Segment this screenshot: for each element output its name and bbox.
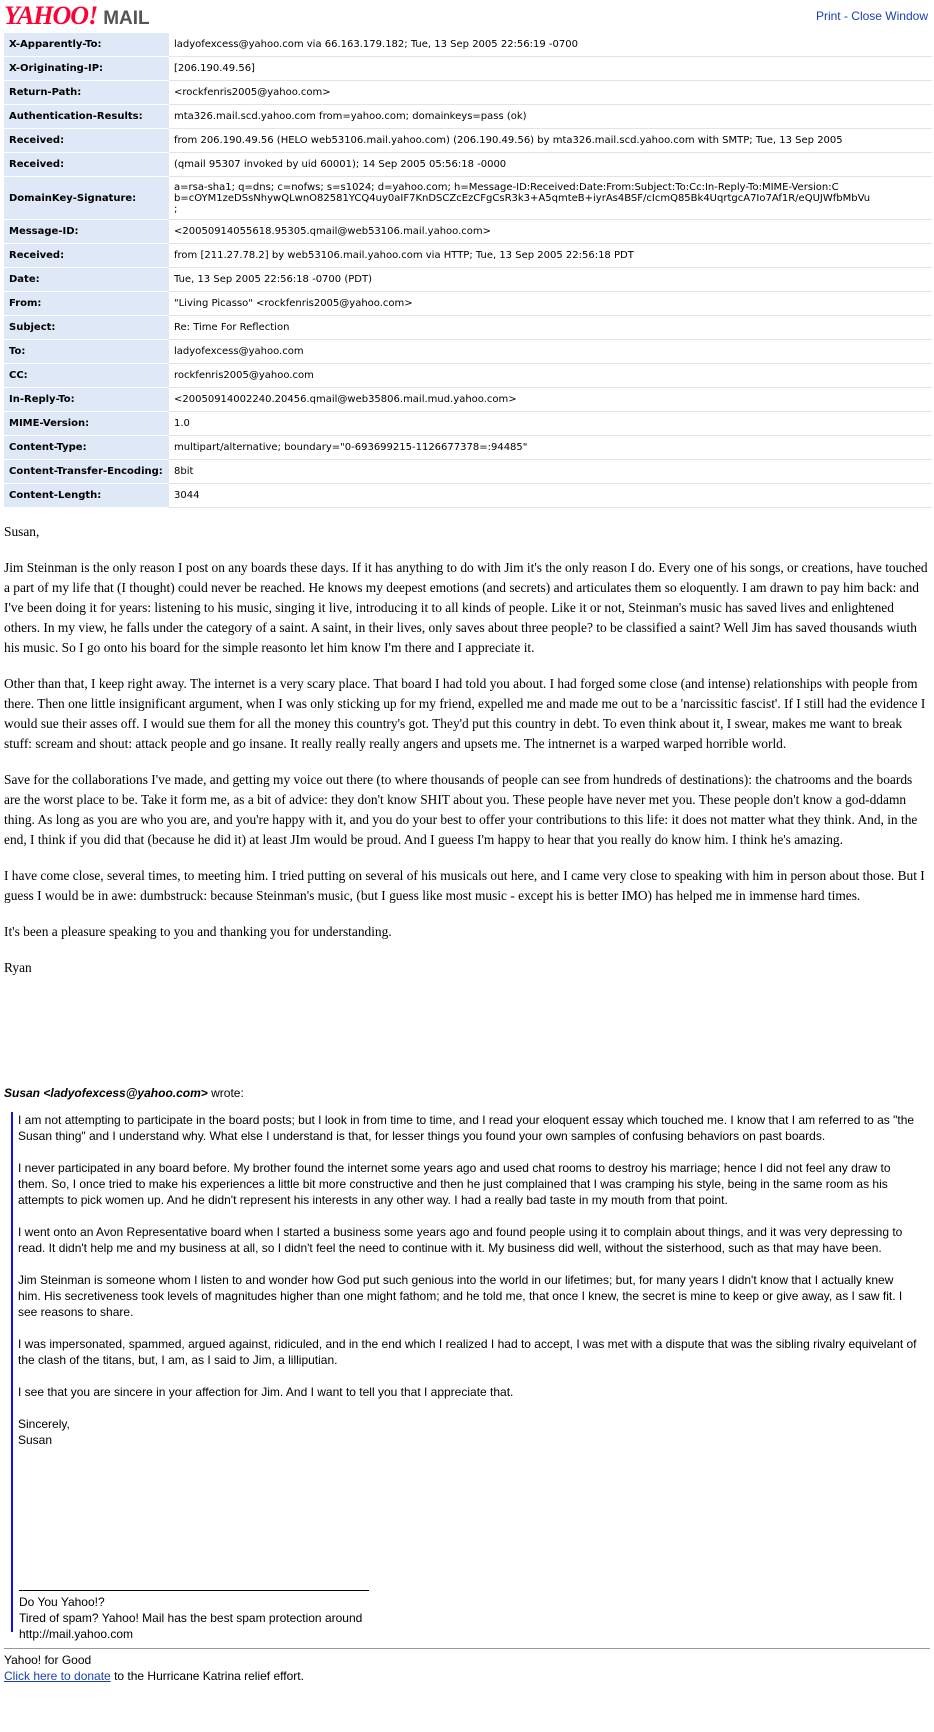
header-key: CC: bbox=[4, 364, 169, 388]
header-row bbox=[4, 484, 932, 508]
quote-paragraph: I see that you are sincere in your affection for Jim. And I want to tell you that I appreciate that. bbox=[18, 1385, 514, 1399]
header-value bbox=[169, 177, 932, 220]
header-row bbox=[4, 33, 932, 57]
header-row bbox=[4, 412, 932, 436]
header-row bbox=[4, 388, 932, 412]
promo-url: http://mail.yahoo.com bbox=[19, 1627, 134, 1641]
quote-attribution bbox=[4, 1086, 244, 1100]
header-key: Received: bbox=[4, 153, 169, 177]
logo-text: YAHOO! bbox=[4, 1, 98, 30]
header-key: Content-Type: bbox=[4, 436, 169, 460]
signature-block bbox=[19, 1594, 362, 1642]
quote-paragraph: Jim Steinman is someone whom I listen to and wonder how God put such genious into the world in our lifetimes; but, for many years I didn't know that I actually knew him. His secretiveness took levels of magnitudes higher than one might fathom; and he told me, that once I knew, the secret is mine to keep or give away, as I saw fit. I see reasons to share. bbox=[18, 1273, 903, 1319]
header-key: Received: bbox=[4, 244, 169, 268]
header-value: 3044 bbox=[169, 484, 932, 508]
window-actions bbox=[816, 9, 928, 23]
signature-divider bbox=[19, 1590, 369, 1591]
body-paragraph: Jim Steinman is the only reason I post on any boards these days. If it has anything to do with Jim it's the only reason I do. Every one of his songs, or creations, have touched a part of my life that (I thought) could never be reached. He knows my deepest emotions (and secrets) and articulates them so eloquently. I am drawn to pay him back: and I've been doing it for years: listening to his music, singing it live, introducing it to all kinds of people. Like it or not, Steinman's music has saved lives and enlightened others. In my view, he falls under the category of a saint. A saint, in their lives, only saves about three people? to be classified a saint? Well Jim has saved thousands wiuth his music. So I go onto his board for the simple reasonto let him know I'm there and I appreciate it. bbox=[4, 560, 928, 655]
header-row bbox=[4, 177, 932, 220]
message-headers-table bbox=[4, 33, 932, 508]
logo-product: MAIL bbox=[103, 8, 150, 29]
header-key: Received: bbox=[4, 129, 169, 153]
header-value-line: ; bbox=[174, 203, 178, 215]
header-row bbox=[4, 436, 932, 460]
header-value: from [211.27.78.2] by web53106.mail.yahoo.com via HTTP; Tue, 13 Sep 2005 22:56:18 PDT bbox=[169, 244, 932, 268]
header-value: "Living Picasso" <rockfenris2005@yahoo.com> bbox=[169, 292, 932, 316]
quoted-message bbox=[11, 1112, 918, 1641]
donate-link[interactable]: Click here to donate bbox=[4, 1669, 111, 1683]
header-row bbox=[4, 105, 932, 129]
quote-paragraph: I went onto an Avon Representative board when I started a business some years ago and found people using it to complain about things, and it was very depressing to read. It didn't help me and my business at all, so I didn't feel the need to continue with it. My business did well, without the sisterhood, such as that may have been. bbox=[18, 1225, 903, 1255]
print-link[interactable]: Print bbox=[815, 9, 841, 23]
header-key: X-Originating-IP: bbox=[4, 57, 169, 81]
header-key: Authentication-Results: bbox=[4, 105, 169, 129]
header-row bbox=[4, 57, 932, 81]
header-value: <20050914055618.95305.qmail@web53106.mail.yahoo.com> bbox=[169, 220, 932, 244]
header-value: [206.190.49.56] bbox=[169, 57, 932, 81]
yahoo-mail-logo[interactable] bbox=[4, 1, 150, 31]
signoff: Ryan bbox=[4, 960, 32, 975]
header-value: mta326.mail.scd.yahoo.com from=yahoo.com; domainkeys=pass (ok) bbox=[169, 105, 932, 129]
header-key: To: bbox=[4, 340, 169, 364]
header-value: from 206.190.49.56 (HELO web53106.mail.yahoo.com) (206.190.49.56) by mta326.mail.scd.yahoo.com with SMTP; Tue, 13 Sep 2005 bbox=[169, 129, 932, 153]
header-key: MIME-Version: bbox=[4, 412, 169, 436]
header-key: Message-ID: bbox=[4, 220, 169, 244]
header-key: Return-Path: bbox=[4, 81, 169, 105]
header-key: DomainKey-Signature: bbox=[4, 177, 169, 220]
header-key: In-Reply-To: bbox=[4, 388, 169, 412]
header-row bbox=[4, 244, 932, 268]
separator: - bbox=[840, 9, 852, 23]
donate-line bbox=[4, 1668, 930, 1684]
header-value: <20050914002240.20456.qmail@web35806.mail.mud.yahoo.com> bbox=[169, 388, 932, 412]
promo-line: Do You Yahoo!? bbox=[19, 1595, 105, 1609]
quote-name: Susan bbox=[18, 1433, 53, 1447]
header-value: (qmail 95307 invoked by uid 60001); 14 Sep 2005 05:56:18 -0000 bbox=[169, 153, 932, 177]
header-value: Tue, 13 Sep 2005 22:56:18 -0700 (PDT) bbox=[169, 268, 932, 292]
quote-paragraph: I never participated in any board before. My brother found the internet some years ago and used chat rooms to destroy his marriage; hence I did not feel any draw to them. So, I once tried to make his experiences a little bit more constructive and then he just complained that I was cramping his style, being in the same room as his attempts to pick women up. And he didn't represent his interests in any other way. I had a really bad taste in my mouth from that point. bbox=[18, 1161, 891, 1207]
header-value: ladyofexcess@yahoo.com via 66.163.179.182; Tue, 13 Sep 2005 22:56:19 -0700 bbox=[169, 33, 932, 57]
header-key: Content-Transfer-Encoding: bbox=[4, 460, 169, 484]
header-value: Re: Time For Reflection bbox=[169, 316, 932, 340]
header-row bbox=[4, 460, 932, 484]
header-row bbox=[4, 340, 932, 364]
header-row bbox=[4, 81, 932, 105]
header-row bbox=[4, 316, 932, 340]
body-paragraph: It's been a pleasure speaking to you and thanking you for understanding. bbox=[4, 924, 392, 939]
header-row bbox=[4, 220, 932, 244]
header-key: Subject: bbox=[4, 316, 169, 340]
body-paragraph: Save for the collaborations I've made, and getting my voice out there (to where thousands of people can see from hundreds of destinations): the chatrooms and the boards are the worst place to be. Take it form me, as a bit of advice: they don't know SHIT about you. These people have never met you. These people don't know a god-ddamn thing. As long as you are who you are, and you're happy with it, and you do your best to offer your contributions to this life: it does not matter what they think. And, in the end, I think if you did that (because he did it) at least JIm would be proud. And I gueess I'm happy to hear that you really do know him. I think he's amazing. bbox=[4, 772, 918, 847]
message-body bbox=[4, 522, 930, 994]
close-window-link[interactable]: Close Window bbox=[851, 9, 928, 23]
quote-wrote: wrote: bbox=[207, 1086, 244, 1100]
promo-line: Tired of spam? Yahoo! Mail has the best spam protection around bbox=[19, 1611, 363, 1625]
header-row bbox=[4, 364, 932, 388]
quote-sincerely: Sincerely, bbox=[18, 1417, 70, 1431]
header-value-line: b=cOYM1zeDSsNhywQLwnO82581YCQ4uy0aIF7KnDSCZcEzCFgCsR3k3+A5qmteB+iyrAs4BSF/cIcmQ85Bk4UqrtgcA7Io7Af1R/eQUJWfbMbVu bbox=[174, 192, 871, 204]
header-row bbox=[4, 129, 932, 153]
header-row bbox=[4, 292, 932, 316]
header-key: X-Apparently-To: bbox=[4, 33, 169, 57]
header-key: From: bbox=[4, 292, 169, 316]
footer-title: Yahoo! for Good bbox=[4, 1653, 92, 1667]
quote-paragraph: I was impersonated, spammed, argued against, ridiculed, and in the end which I realized I had to accept, I was met with a dispute that was the sibling rivalry equivelant of the clash of the titans, but, I am, as I said to Jim, a lilliputian. bbox=[18, 1337, 917, 1367]
header-value-line: a=rsa-sha1; q=dns; c=nofws; s=s1024; d=yahoo.com; h=Message-ID:Received:Date:From:Subject:To:Cc:In-Reply-To:MIME-Version:C bbox=[174, 181, 839, 193]
header-value: 8bit bbox=[169, 460, 932, 484]
body-paragraph: I have come close, several times, to meeting him. I tried putting on several of his musicals out here, and I came very close to speaking with him in person about those. But I guess I would be in awe: dumbstruck: because Steinman's music, (but I guess like most music - except his is better IMO) has helped me in immense hard times. bbox=[4, 868, 925, 903]
header-value: <rockfenris2005@yahoo.com> bbox=[169, 81, 932, 105]
header-key: Content-Length: bbox=[4, 484, 169, 508]
quote-paragraph: I am not attempting to participate in the board posts; but I look in from time to time, and I read your eloquent essay which touched me. I know that I am referred to as "the Susan thing" and I understand why. What else I understand is that, for lesser things you found your own samples of confusing behaviors on past boards. bbox=[18, 1113, 915, 1143]
header-value: ladyofexcess@yahoo.com bbox=[169, 340, 932, 364]
header-row bbox=[4, 268, 932, 292]
header-key: Date: bbox=[4, 268, 169, 292]
greeting: Susan, bbox=[4, 524, 40, 539]
body-paragraph: Other than that, I keep right away. The internet is a very scary place. That board I had told you about. I had forged some close (and intense) relationships with people from there. Then one little insignificant argument, when I was only sticking up for my friend, expelled me and made me out to be a 'narcissitic fascist'. If I still had the evidence I would sue their asses off. I would sue them for all the money this country's got. They'd put this country in debt. To even think about it, I swear, makes me want to break stuff: scream and shout: attack people and go insane. It really really really angers and upsets me. The intnernet is a warped warped horrible world. bbox=[4, 676, 926, 751]
header-value: rockfenris2005@yahoo.com bbox=[169, 364, 932, 388]
quote-author: Susan <ladyofexcess@yahoo.com> bbox=[4, 1086, 208, 1100]
footer bbox=[4, 1648, 930, 1684]
header-value: multipart/alternative; boundary="0-693699215-1126677378=:94485" bbox=[169, 436, 932, 460]
top-bar bbox=[0, 0, 934, 31]
header-value: 1.0 bbox=[169, 412, 932, 436]
header-row bbox=[4, 153, 932, 177]
donate-text: to the Hurricane Katrina relief effort. bbox=[110, 1669, 304, 1683]
